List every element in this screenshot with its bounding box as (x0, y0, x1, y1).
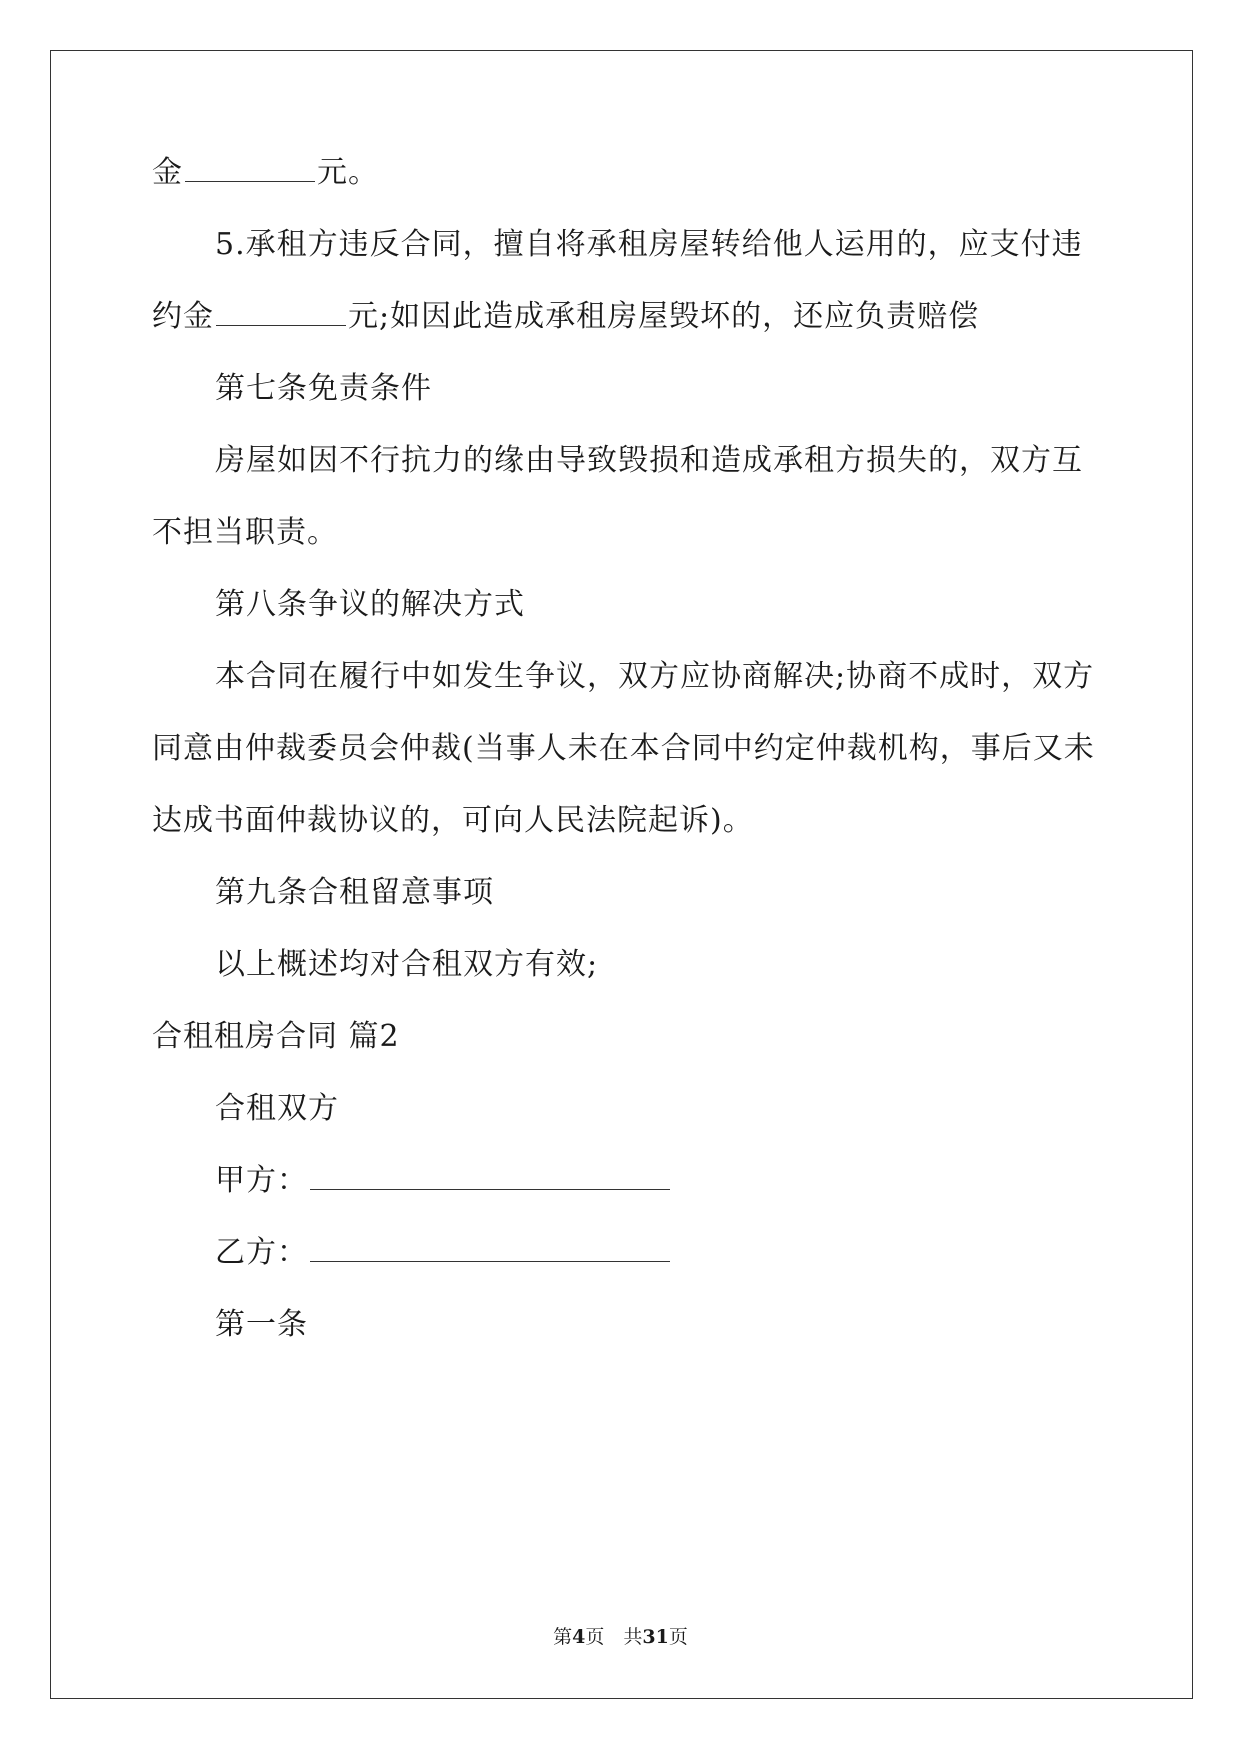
text-line-2: 5.承租方违反合同，擅自将承租房屋转给他人运用的，应支付违 (215, 227, 1083, 262)
document-title: 合租租房合同 篇2 (152, 1019, 400, 1054)
fill-blank[interactable] (216, 297, 346, 326)
text-line-1 (152, 153, 379, 193)
footer-mid: 页 共 (585, 1626, 643, 1648)
page-number: 4 (572, 1626, 586, 1648)
text-line-8: 本合同在履行中如发生争议，双方应协商解决;协商不成时，双方 (215, 659, 1095, 694)
text-segment: 约金 (152, 299, 214, 334)
text-line-14: 合租双方 (215, 1091, 339, 1126)
section-heading-7: 第七条免责条件 (215, 371, 432, 406)
fill-blank[interactable] (185, 153, 315, 182)
text-line-10: 达成书面仲裁协议的，可向人民法院起诉)。 (152, 803, 754, 838)
party-a-blank[interactable] (310, 1161, 670, 1190)
page-footer (0, 1625, 1241, 1649)
footer-suffix: 页 (668, 1626, 688, 1648)
text-line-6: 不担当职责。 (152, 515, 338, 550)
text-line-12: 以上概述均对合租双方有效; (215, 947, 599, 982)
text-segment: 元。 (317, 155, 379, 190)
section-heading-8: 第八条争议的解决方式 (215, 587, 525, 622)
section-heading-9: 第九条合租留意事项 (215, 875, 494, 910)
text-segment: 金 (152, 155, 183, 190)
party-a-line (215, 1161, 672, 1201)
party-a-label: 甲方： (215, 1163, 308, 1198)
total-pages: 31 (642, 1626, 669, 1648)
party-b-line (215, 1233, 672, 1273)
text-line-3 (152, 297, 979, 337)
text-line-5: 房屋如因不行抗力的缘由导致毁损和造成承租方损失的，双方互 (215, 443, 1083, 478)
article-1-heading: 第一条 (215, 1307, 308, 1342)
text-line-9: 同意由仲裁委员会仲裁(当事人未在本合同中约定仲裁机构，事后又未 (152, 731, 1095, 766)
party-b-blank[interactable] (310, 1233, 670, 1262)
text-segment: 元;如因此造成承租房屋毁坏的，还应负责赔偿 (348, 299, 980, 334)
footer-prefix: 第 (553, 1626, 573, 1648)
party-b-label: 乙方： (215, 1235, 308, 1270)
